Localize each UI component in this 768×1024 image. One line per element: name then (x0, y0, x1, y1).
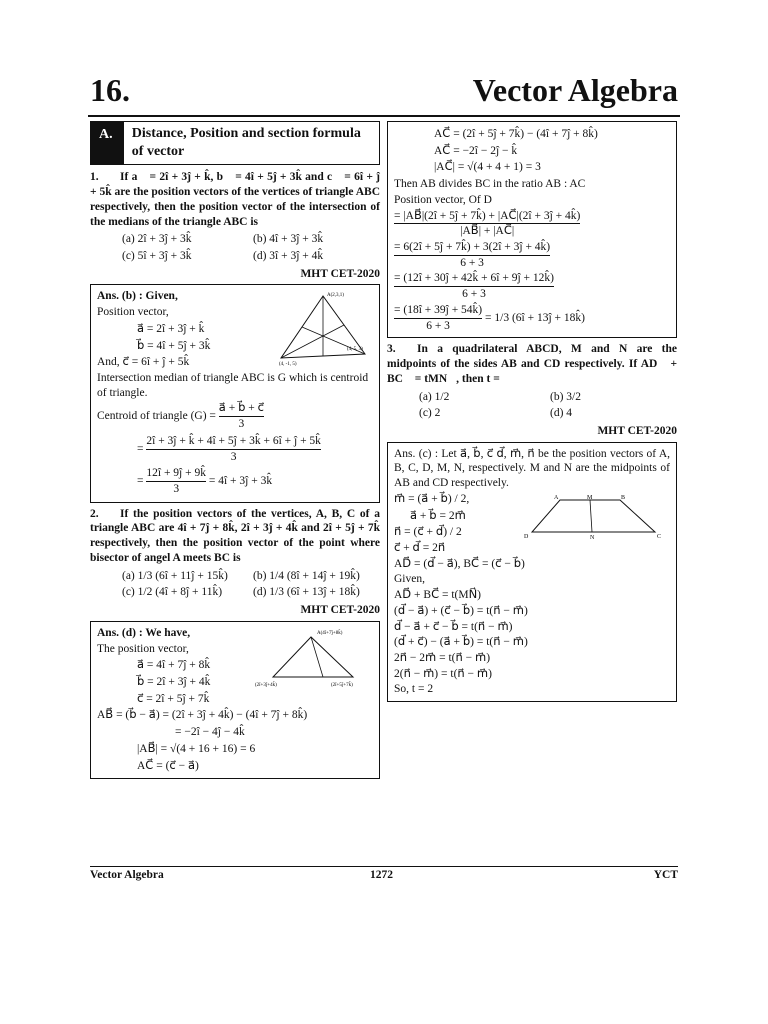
equation: AB⃗ = (b⃗ − a⃗) = (2î + 3ĵ + 4k̂) − (4î + 7ĵ + 8k̂) (97, 709, 308, 722)
denominator: 3 (219, 416, 264, 432)
footer-subject: Vector Algebra (90, 869, 164, 881)
equation: c⃗ + d⃗ = 2n⃗ (394, 541, 446, 554)
fraction (394, 271, 554, 301)
figure-label-c: C (657, 533, 662, 540)
figure-label-a: A(2,3,1) (327, 293, 344, 299)
equation: AD⃗ + BC⃗ = t(MN⃗) (394, 589, 482, 602)
question-2-options (90, 569, 380, 600)
equation: b⃗ = 4î + 5ĵ + 3k̂ (137, 339, 211, 352)
numerator: 2î + 3ĵ + k̂ + 4î + 5ĵ + 3k̂ + 6î + ĵ + 5k̂ (146, 434, 321, 447)
result: = 1/3 (6î + 13ĵ + 18k̂) (485, 311, 585, 324)
option-c: (c) 1/2 (4î + 8ĵ + 11k̂) (122, 586, 223, 599)
section-title: Distance, Position and section formula of vector (131, 126, 361, 160)
question-number: 2. (90, 507, 99, 520)
page-header (90, 72, 678, 112)
header-rule (88, 115, 680, 117)
equation: c⃗ = 2î + 5ĵ + 7k̂ (137, 692, 210, 705)
answer-line: Position vector, (97, 306, 169, 319)
equation: = $\frac{12î + 9ĵ + 9k̂}{3}$ = 4î + 3ĵ + 3k̂ (137, 467, 273, 496)
option-d: (d) 1/3 (6î + 13ĵ + 18k̂) (253, 586, 360, 599)
option-b: (b) 3/2 (550, 390, 581, 403)
option-d: (d) 3î + 3ĵ + 4k̂ (253, 249, 324, 262)
question-3-options (387, 390, 677, 421)
right-column (387, 121, 677, 706)
equation: a⃗ = 4î + 7ĵ + 8k̂ (137, 659, 211, 672)
numerator: 12î + 9ĵ + 9k̂ (146, 467, 206, 480)
figure-label-c: (2î+5ĵ+7k̂) (331, 682, 353, 688)
question-source: MHT CET-2020 (300, 604, 380, 617)
answer-2-continued (387, 121, 677, 338)
centroid-label: Centroid of triangle (G) = (97, 410, 216, 423)
question-source: MHT CET-2020 (597, 424, 677, 437)
equation: a⃗ = 2î + 3ĵ + k̂ (137, 322, 205, 335)
answer-line: Intersection median of triangle ABC is G which is centroid of triangle. (97, 372, 369, 399)
fraction (394, 303, 482, 333)
denominator: 6 + 3 (394, 286, 554, 302)
centroid-line (97, 401, 373, 431)
option-c: (c) 2 (419, 407, 441, 420)
option-b: (b) 1/4 (8î + 14ĵ + 19k̂) (253, 569, 360, 582)
equation (394, 240, 670, 270)
figure-label-b: (4, -1, 5) (279, 362, 297, 367)
option-d: (d) 4 (550, 407, 573, 420)
fraction (219, 401, 264, 431)
page-number: 1272 (370, 869, 393, 881)
question-number: 1. (90, 171, 99, 184)
equation (394, 209, 670, 239)
chapter-number: 16. (90, 72, 130, 108)
numerator: = |AB⃗|(2î + 5ĵ + 7k̂) + |AC⃗|(2î + 3ĵ + 4k̂) (394, 209, 581, 222)
chapter-title: Vector Algebra (472, 72, 678, 108)
left-column (90, 121, 380, 783)
equation: |AB⃗| = √(4 + 16 + 16) = 6 (137, 742, 256, 755)
figure-label-m: M (587, 494, 593, 501)
answer-head: Ans. (d) : We have, (97, 626, 191, 639)
equation: n⃗ = (c⃗ + d⃗) / 2 (394, 526, 462, 539)
question-text: If the position vectors of the vertices, A, B, C of a triangle ABC are 4î + 7ĵ + 8k̂, 2î + 3ĵ + 4k̂ and 2î + 5ĵ + 7k̂ respectively, then the position vector of the point where bisector of angel A meets BC is (90, 507, 380, 564)
quadrilateral-figure (520, 492, 670, 540)
option-a: (a) 1/2 (419, 390, 450, 403)
equation: 2n⃗ − 2m⃗ = t(n⃗ − m⃗) (394, 652, 491, 664)
question-text: If a⃗ = 2î + 3ĵ + k̂, b⃗ = 4î + 5ĵ + 3k̂ and c⃗ = 6î + ĵ + 5k̂ are the position vectors of the vertices of triangle ABC respectively, then the position vector of the intersection of the medians of the triangle ABC is (90, 171, 380, 228)
equation: (d⃗ − a⃗) + (c⃗ − b⃗) = t(n⃗ − m⃗) (394, 604, 528, 617)
figure-label-b: B (621, 494, 626, 501)
numerator: = (18î + 39ĵ + 54k̂) (394, 303, 483, 316)
page-footer (90, 866, 678, 881)
equation: m⃗ = (a⃗ + b⃗) / 2, (394, 492, 470, 505)
equation: a⃗ + b⃗ = 2m⃗ (410, 509, 466, 522)
figure-label-d: D (524, 533, 529, 540)
denominator: 3 (146, 481, 206, 497)
question-2 (90, 507, 380, 566)
fraction (394, 240, 550, 270)
answer-line: Position vector, Of D (394, 193, 492, 206)
equation: 2(n⃗ − m⃗) = t(n⃗ − m⃗) (394, 667, 492, 680)
question-1-options (90, 232, 380, 263)
figure-label-n: N (590, 534, 595, 540)
option-a: (a) 2î + 3ĵ + 3k̂ (122, 233, 192, 246)
answer-line: Given, (394, 573, 425, 586)
question-3 (387, 342, 677, 386)
triangle-figure (253, 625, 373, 689)
denominator: 6 + 3 (394, 255, 550, 271)
figure-label-c: (4, 5, 3) (347, 347, 363, 353)
equation: And, c⃗ = 6î + ĵ + 5k̂ (97, 356, 190, 369)
answer-3 (387, 442, 677, 703)
question-source: MHT CET-2020 (300, 267, 380, 280)
numerator: = (12î + 30ĵ + 42k̂ + 6î + 9ĵ + 12k̂) (394, 272, 554, 285)
equation: AD⃗ = (d⃗ − a⃗), BC⃗ = (c⃗ − b⃗) (394, 557, 525, 570)
answer-head: Ans. (c) : Let a⃗, b⃗, c⃗ d⃗, m⃗, n⃗ be the position vectors of A, B, C, D, M, N, respectively. M and N are the midpoints of AB and CD respectively. (394, 447, 670, 490)
figure-label-a: A (554, 494, 559, 501)
equation: = −2î − 4ĵ − 4k̂ (175, 726, 245, 739)
answer-2 (90, 621, 380, 779)
equation: d⃗ − a⃗ + c⃗ − b⃗ = t(n⃗ − m⃗) (394, 620, 513, 633)
result: = 4î + 3ĵ + 3k̂ (208, 475, 273, 488)
footer-publisher: YCT (653, 869, 678, 881)
equation: (d⃗ + c⃗) − (a⃗ + b⃗) = t(n⃗ − m⃗) (394, 636, 528, 649)
equation: AC⃗ = (c⃗ − a⃗) (137, 759, 199, 772)
section-id: A. (91, 122, 124, 164)
equation: |AC⃗| = √(4 + 4 + 1) = 3 (434, 161, 541, 174)
fraction (394, 209, 580, 239)
figure-label-b: (2î+3ĵ+4k̂) (255, 682, 277, 688)
denominator: 6 + 3 (394, 318, 482, 334)
option-c: (c) 5î + 3ĵ + 3k̂ (122, 249, 192, 262)
fraction (146, 466, 206, 496)
triangle-figure (273, 288, 373, 366)
denominator: |AB⃗| + |AC⃗| (394, 223, 580, 239)
question-number: 3. (387, 343, 396, 356)
equation (394, 271, 670, 301)
equation (394, 303, 670, 333)
numerator: = 6(2î + 5ĵ + 7k̂) + 3(2î + 3ĵ + 4k̂) (394, 241, 551, 254)
question-1 (90, 170, 380, 229)
equation: AC⃗ = −2î − 2ĵ − k̂ (434, 144, 518, 157)
answer-line: The position vector, (97, 642, 189, 655)
equation: = $\frac{2î + 3ĵ + k̂ + 4î + 5ĵ + 3k̂ + 6î + ĵ + 5k̂}{3}$ (137, 434, 321, 463)
numerator: a⃗ + b⃗ + c⃗ (218, 402, 264, 415)
option-a: (a) 1/3 (6î + 11ĵ + 15k̂) (122, 569, 228, 582)
fraction (146, 434, 321, 464)
question-text: In a quadrilateral ABCD, M and N are the midpoints of the sides AB and CD respectively. If AD⃗ + BC⃗ = tMN⃗, then t = (387, 343, 677, 385)
equation: AC⃗ = (2î + 5ĵ + 7k̂) − (4î + 7ĵ + 8k̂) (434, 128, 598, 140)
answer-1 (90, 284, 380, 502)
figure-label-a: A(4î+7ĵ+8k̂) (317, 630, 343, 636)
option-b: (b) 4î + 3ĵ + 3k̂ (253, 233, 324, 246)
answer-head: Ans. (b) : Given, (97, 290, 178, 303)
section-heading (90, 121, 380, 165)
equation: b⃗ = 2î + 3ĵ + 4k̂ (137, 675, 211, 688)
answer-result: So, t = 2 (394, 683, 434, 696)
denominator: 3 (146, 449, 321, 465)
answer-line: Then AB divides BC in the ratio AB : AC (394, 178, 586, 191)
